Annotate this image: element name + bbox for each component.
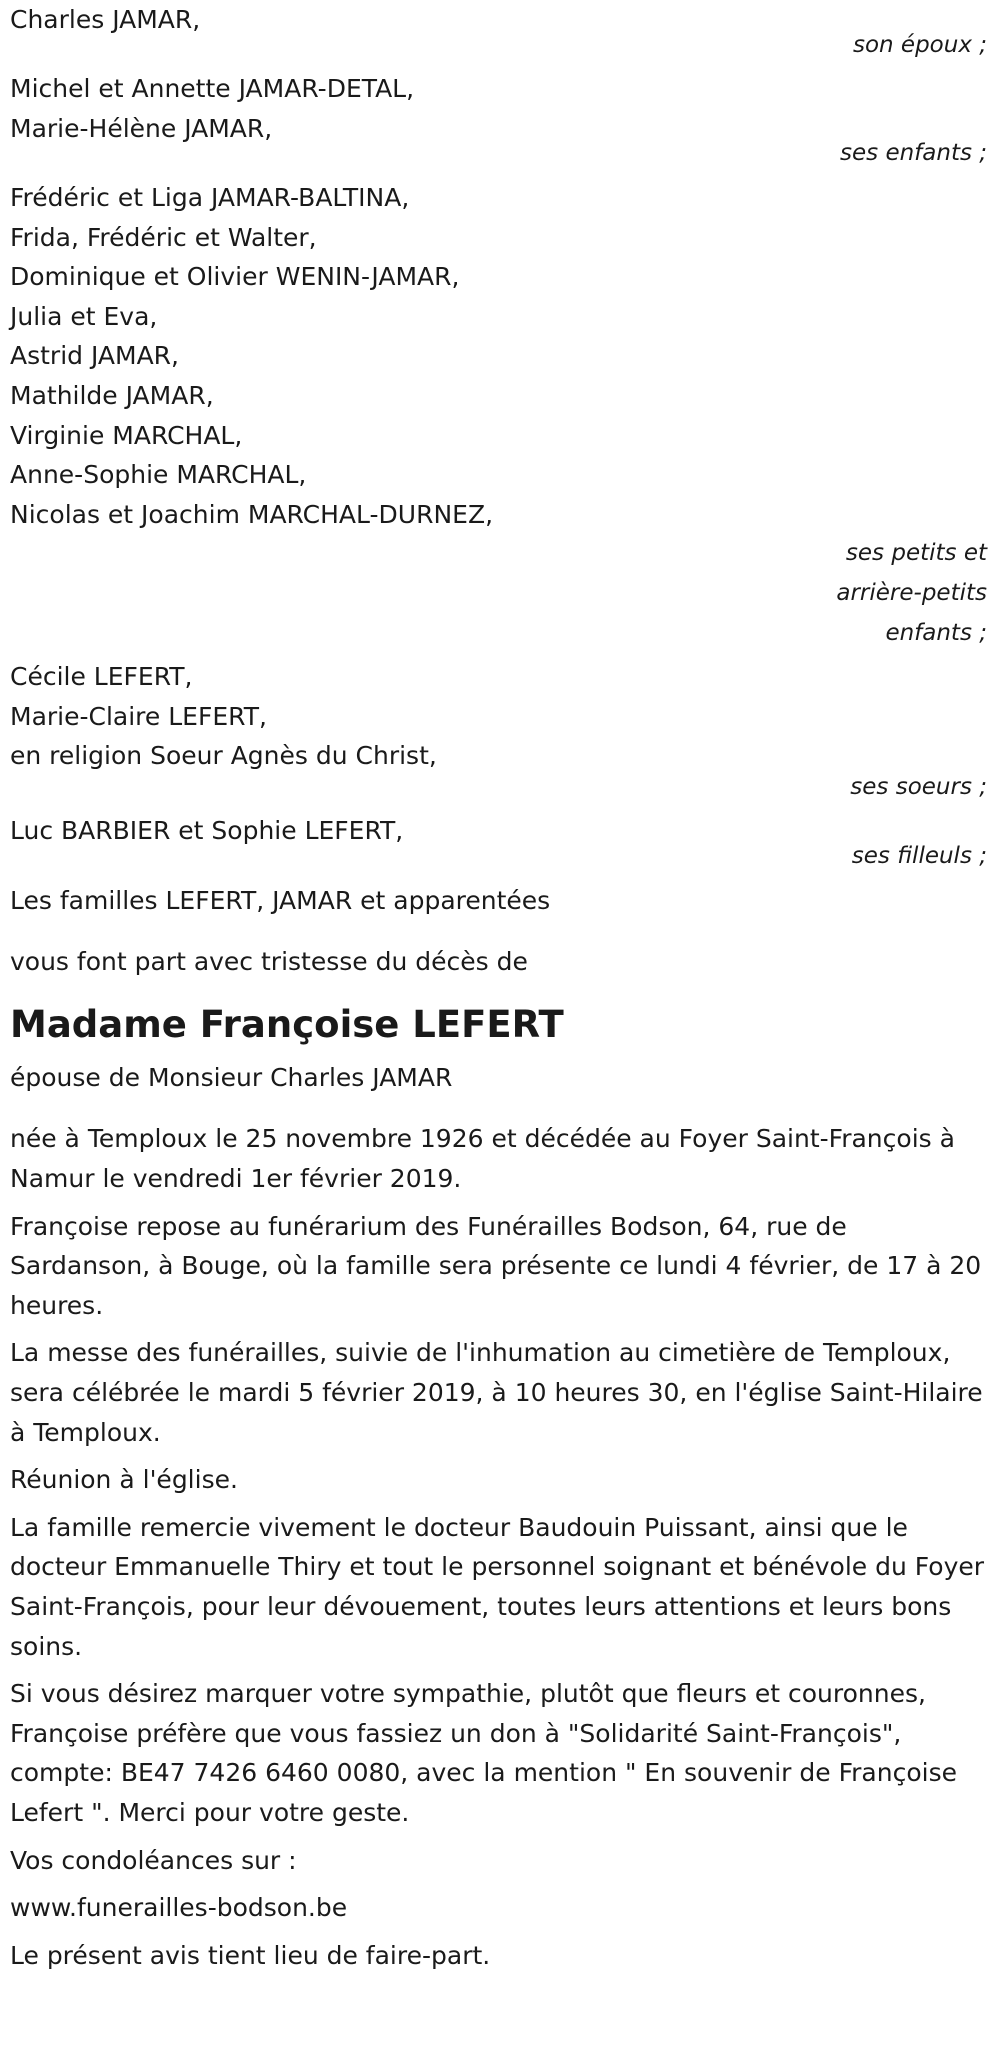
condolences-label: Vos condoléances sur : <box>10 1845 297 1875</box>
child-name: Michel et Annette JAMAR-DETAL, <box>10 74 415 104</box>
thanks-paragraph: La famille remercie vivement le docteur Baudouin Puissant, ainsi que le docteur Emmanuelle Thiry et tout le personnel soignant et bénévole du Foyer Saint-François, pour leur dévouement, toutes leurs attentions et leurs bons soins. <box>10 1512 985 1661</box>
godchildren-group <box>10 811 987 876</box>
grandchild-name: Astrid JAMAR, <box>10 341 179 371</box>
grandchild-name: Mathilde JAMAR, <box>10 380 214 410</box>
godchild-name: Luc BARBIER et Sophie LEFERT, <box>10 816 404 846</box>
donation-paragraph: Si vous désirez marquer votre sympathie, plutôt que fleurs et couronnes, Françoise préfère que vous fassiez un don à "Solidarité Saint-François", compte: BE47 7426 6460 0080, avec la mention " En souvenir de Françoise Lefert ". Merci pour votre geste. <box>10 1679 957 1827</box>
grandchild-name: Anne-Sophie MARCHAL, <box>10 460 307 490</box>
grandchildren-relation-line: enfants ; <box>885 619 987 646</box>
deceased-name: Madame Françoise LEFERT <box>10 1002 564 1046</box>
sisters-relation: ses soeurs ; <box>850 773 987 800</box>
grandchild-name: Frida, Frédéric et Walter, <box>10 222 317 252</box>
spouse-relation: son époux ; <box>852 31 987 58</box>
sister-name: Marie-Claire LEFERT, <box>10 701 267 731</box>
godchildren-relation: ses filleuls ; <box>851 843 987 870</box>
obituary-column <box>10 0 987 1975</box>
grandchildren-relation-line: ses petits et <box>845 540 987 567</box>
grandchild-name: Dominique et Olivier WENIN-JAMAR, <box>10 262 460 292</box>
grandchild-name: Virginie MARCHAL, <box>10 420 243 450</box>
birth-death-paragraph: née à Temploux le 25 novembre 1926 et décédée au Foyer Saint-François à Namur le vendredi 1er février 2019. <box>10 1124 955 1194</box>
children-relation: ses enfants ; <box>840 140 987 167</box>
grandchild-name: Frédéric et Liga JAMAR-BALTINA, <box>10 182 410 212</box>
meeting-paragraph: Réunion à l'église. <box>10 1465 238 1495</box>
spouse-of-line: épouse de Monsieur Charles JAMAR <box>10 1062 453 1092</box>
spouse-name: Charles JAMAR, <box>10 5 201 34</box>
grandchild-name: Julia et Eva, <box>10 301 158 331</box>
grandchild-name: Nicolas et Joachim MARCHAL-DURNEZ, <box>10 499 494 529</box>
mass-paragraph: La messe des funérailles, suivie de l'inhumation au cimetière de Temploux, sera célébrée le mardi 5 février 2019, à 10 heures 30, en l'église Saint-Hilaire à Temploux. <box>10 1338 983 1447</box>
website-link[interactable]: www.funerailles-bodson.be <box>10 1893 348 1923</box>
sisters-group <box>10 657 987 807</box>
child-name: Marie-Hélène JAMAR, <box>10 113 273 143</box>
sister-name: Cécile LEFERT, <box>10 662 193 692</box>
spouse-group <box>10 0 987 65</box>
funerarium-paragraph: Françoise repose au funérarium des Funérailles Bodson, 64, rue de Sardanson, à Bouge, où la famille sera présente ce lundi 4 février, de 17 à 20 heures. <box>10 1211 982 1320</box>
families-line: Les familles LEFERT, JAMAR et apparentées <box>10 885 551 915</box>
sister-name: en religion Soeur Agnès du Christ, <box>10 741 437 771</box>
children-group <box>10 69 987 174</box>
grandchildren-relation-line: arrière-petits <box>836 579 987 606</box>
grandchildren-group <box>10 178 987 653</box>
notice-line: Le présent avis tient lieu de faire-part. <box>10 1940 491 1970</box>
announcement-line: vous font part avec tristesse du décès de <box>10 947 528 977</box>
